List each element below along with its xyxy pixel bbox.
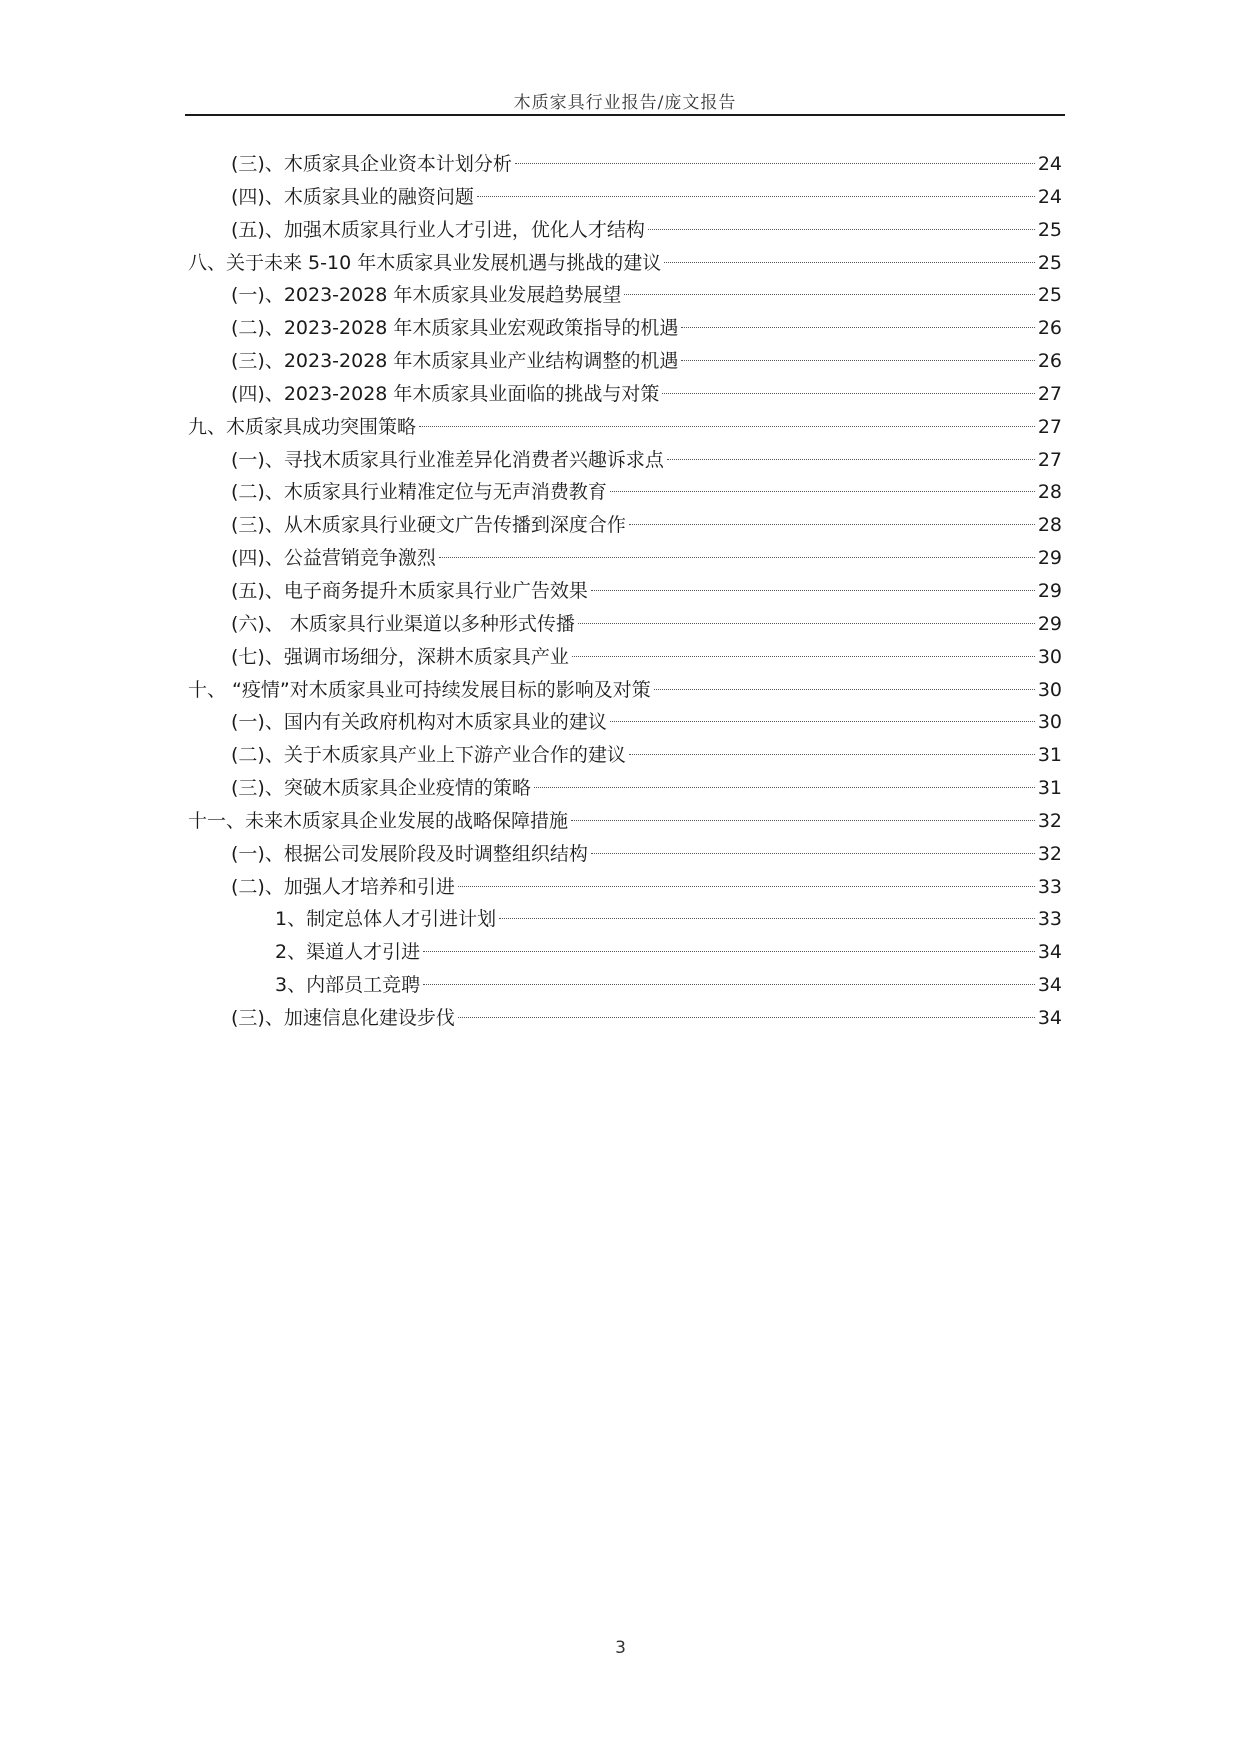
toc-entry-label: (五)、加强木质家具行业人才引进，优化人才结构 — [231, 218, 645, 241]
toc-entry-label: 十一、未来木质家具企业发展的战略保障措施 — [188, 809, 569, 832]
toc-entry-page: 29 — [1037, 612, 1062, 635]
toc-entry[interactable] — [188, 542, 1062, 575]
toc-entry-label: (二)、木质家具行业精准定位与无声消费教育 — [231, 481, 607, 504]
toc-dot-leader — [578, 623, 1035, 624]
toc-entry-page: 34 — [1037, 974, 1062, 997]
toc-dot-leader — [662, 393, 1034, 394]
toc-entry-page: 26 — [1037, 350, 1062, 373]
toc-entry-page: 28 — [1037, 514, 1062, 537]
toc-entry[interactable] — [188, 345, 1062, 378]
toc-entry[interactable] — [188, 903, 1062, 936]
toc-dot-leader — [610, 721, 1035, 722]
toc-dot-leader — [419, 426, 1035, 427]
toc-entry[interactable] — [188, 378, 1062, 411]
toc-entry-page: 33 — [1037, 908, 1062, 931]
toc-entry[interactable] — [188, 411, 1062, 444]
toc-entry[interactable] — [188, 444, 1062, 477]
table-of-contents — [188, 148, 1062, 1035]
toc-dot-leader — [458, 886, 1035, 887]
toc-entry-page: 27 — [1037, 415, 1062, 438]
toc-dot-leader — [624, 294, 1034, 295]
header-divider — [185, 114, 1065, 116]
toc-entry-page: 30 — [1037, 678, 1062, 701]
toc-entry-page: 27 — [1037, 382, 1062, 405]
toc-entry[interactable] — [188, 247, 1062, 280]
toc-entry-label: (三)、从木质家具行业硬文广告传播到深度合作 — [231, 514, 626, 537]
toc-entry-label: (三)、突破木质家具企业疫情的策略 — [231, 777, 531, 800]
toc-entry-label: 2、渠道人才引进 — [275, 941, 421, 964]
toc-entry-page: 30 — [1037, 711, 1062, 734]
toc-entry-page: 28 — [1037, 481, 1062, 504]
toc-entry[interactable] — [188, 476, 1062, 509]
toc-entry-label: (四)、公益营销竞争激烈 — [231, 547, 436, 570]
toc-entry-page: 34 — [1037, 1006, 1062, 1029]
toc-entry[interactable] — [188, 969, 1062, 1002]
toc-entry-page: 31 — [1037, 744, 1062, 767]
toc-entry[interactable] — [188, 148, 1062, 181]
toc-entry-page: 25 — [1037, 284, 1062, 307]
toc-entry-label: (二)、关于木质家具产业上下游产业合作的建议 — [231, 744, 626, 767]
toc-entry-label: 3、内部员工竞聘 — [275, 974, 421, 997]
toc-entry[interactable] — [188, 1002, 1062, 1035]
toc-entry-page: 30 — [1037, 645, 1062, 668]
toc-entry-label: (一)、根据公司发展阶段及时调整组织结构 — [231, 842, 588, 865]
toc-entry-label: (三)、木质家具企业资本计划分析 — [231, 153, 512, 175]
toc-dot-leader — [681, 327, 1034, 328]
toc-dot-leader — [629, 754, 1035, 755]
toc-entry-page: 31 — [1037, 777, 1062, 800]
toc-entry-page: 25 — [1037, 251, 1062, 274]
toc-entry-label: 1、制定总体人才引进计划 — [275, 908, 497, 931]
toc-entry[interactable] — [188, 279, 1062, 312]
toc-entry-page: 29 — [1037, 547, 1062, 570]
toc-dot-leader — [610, 491, 1035, 492]
toc-entry[interactable] — [188, 509, 1062, 542]
toc-entry-label: 八、关于未来 5-10 年木质家具业发展机遇与挑战的建议 — [188, 251, 662, 274]
toc-entry-label: (一)、2023-2028 年木质家具业发展趋势展望 — [231, 284, 622, 307]
toc-entry-label: 九、木质家具成功突围策略 — [188, 415, 417, 438]
toc-entry[interactable] — [188, 641, 1062, 674]
toc-dot-leader — [439, 557, 1035, 558]
toc-dot-leader — [667, 459, 1035, 460]
toc-dot-leader — [515, 163, 1035, 164]
toc-dot-leader — [654, 689, 1035, 690]
toc-entry-label: (七)、强调市场细分，深耕木质家具产业 — [231, 645, 569, 668]
running-header: 木质家具行业报告/庞文报告 — [513, 93, 737, 113]
toc-entry[interactable] — [188, 838, 1062, 871]
toc-entry-page: 24 — [1037, 185, 1062, 208]
toc-dot-leader — [664, 262, 1035, 263]
toc-dot-leader — [423, 951, 1035, 952]
toc-entry-label: (三)、加速信息化建设步伐 — [231, 1006, 455, 1029]
toc-entry-label: (四)、2023-2028 年木质家具业面临的挑战与对策 — [231, 382, 660, 405]
toc-dot-leader — [534, 787, 1035, 788]
toc-entry-label: (一)、寻找木质家具行业准差异化消费者兴趣诉求点 — [231, 448, 664, 471]
toc-entry-page: 32 — [1037, 809, 1062, 832]
toc-dot-leader — [499, 918, 1035, 919]
toc-entry-page: 24 — [1037, 153, 1062, 175]
toc-entry-page: 32 — [1037, 842, 1062, 865]
toc-dot-leader — [571, 820, 1035, 821]
toc-entry-label: (二)、加强人才培养和引进 — [231, 875, 455, 898]
toc-entry-label: (四)、木质家具业的融资问题 — [231, 185, 474, 208]
toc-entry[interactable] — [188, 214, 1062, 247]
toc-entry[interactable] — [188, 936, 1062, 969]
toc-entry[interactable] — [188, 608, 1062, 641]
toc-entry-page: 29 — [1037, 579, 1062, 602]
toc-entry[interactable] — [188, 674, 1062, 707]
toc-entry-page: 27 — [1037, 448, 1062, 471]
toc-dot-leader — [423, 984, 1035, 985]
toc-dot-leader — [591, 590, 1035, 591]
toc-entry-label: 十、 “疫情”对木质家具业可持续发展目标的影响及对策 — [188, 678, 651, 701]
toc-entry-page: 25 — [1037, 218, 1062, 241]
toc-dot-leader — [458, 1017, 1035, 1018]
toc-entry[interactable] — [188, 805, 1062, 838]
toc-entry-label: (三)、2023-2028 年木质家具业产业结构调整的机遇 — [231, 350, 679, 373]
toc-dot-leader — [648, 229, 1035, 230]
toc-entry-label: (二)、2023-2028 年木质家具业宏观政策指导的机遇 — [231, 317, 679, 340]
toc-entry-label: (一)、国内有关政府机构对木质家具业的建议 — [231, 711, 607, 734]
toc-dot-leader — [591, 853, 1035, 854]
toc-dot-leader — [629, 524, 1035, 525]
toc-entry[interactable] — [188, 312, 1062, 345]
toc-entry-label: (六)、 木质家具行业渠道以多种形式传播 — [231, 612, 575, 635]
toc-entry[interactable] — [188, 772, 1062, 805]
toc-entry[interactable] — [188, 739, 1062, 772]
toc-dot-leader — [572, 656, 1035, 657]
toc-entry[interactable] — [188, 706, 1062, 739]
toc-entry[interactable] — [188, 575, 1062, 608]
page-number: 3 — [615, 1638, 626, 1658]
toc-entry[interactable] — [188, 871, 1062, 904]
toc-entry-page: 26 — [1037, 317, 1062, 340]
toc-dot-leader — [681, 360, 1034, 361]
toc-entry-page: 34 — [1037, 941, 1062, 964]
toc-entry-label: (五)、电子商务提升木质家具行业广告效果 — [231, 579, 588, 602]
toc-dot-leader — [477, 196, 1035, 197]
toc-entry[interactable] — [188, 181, 1062, 214]
toc-entry-page: 33 — [1037, 875, 1062, 898]
